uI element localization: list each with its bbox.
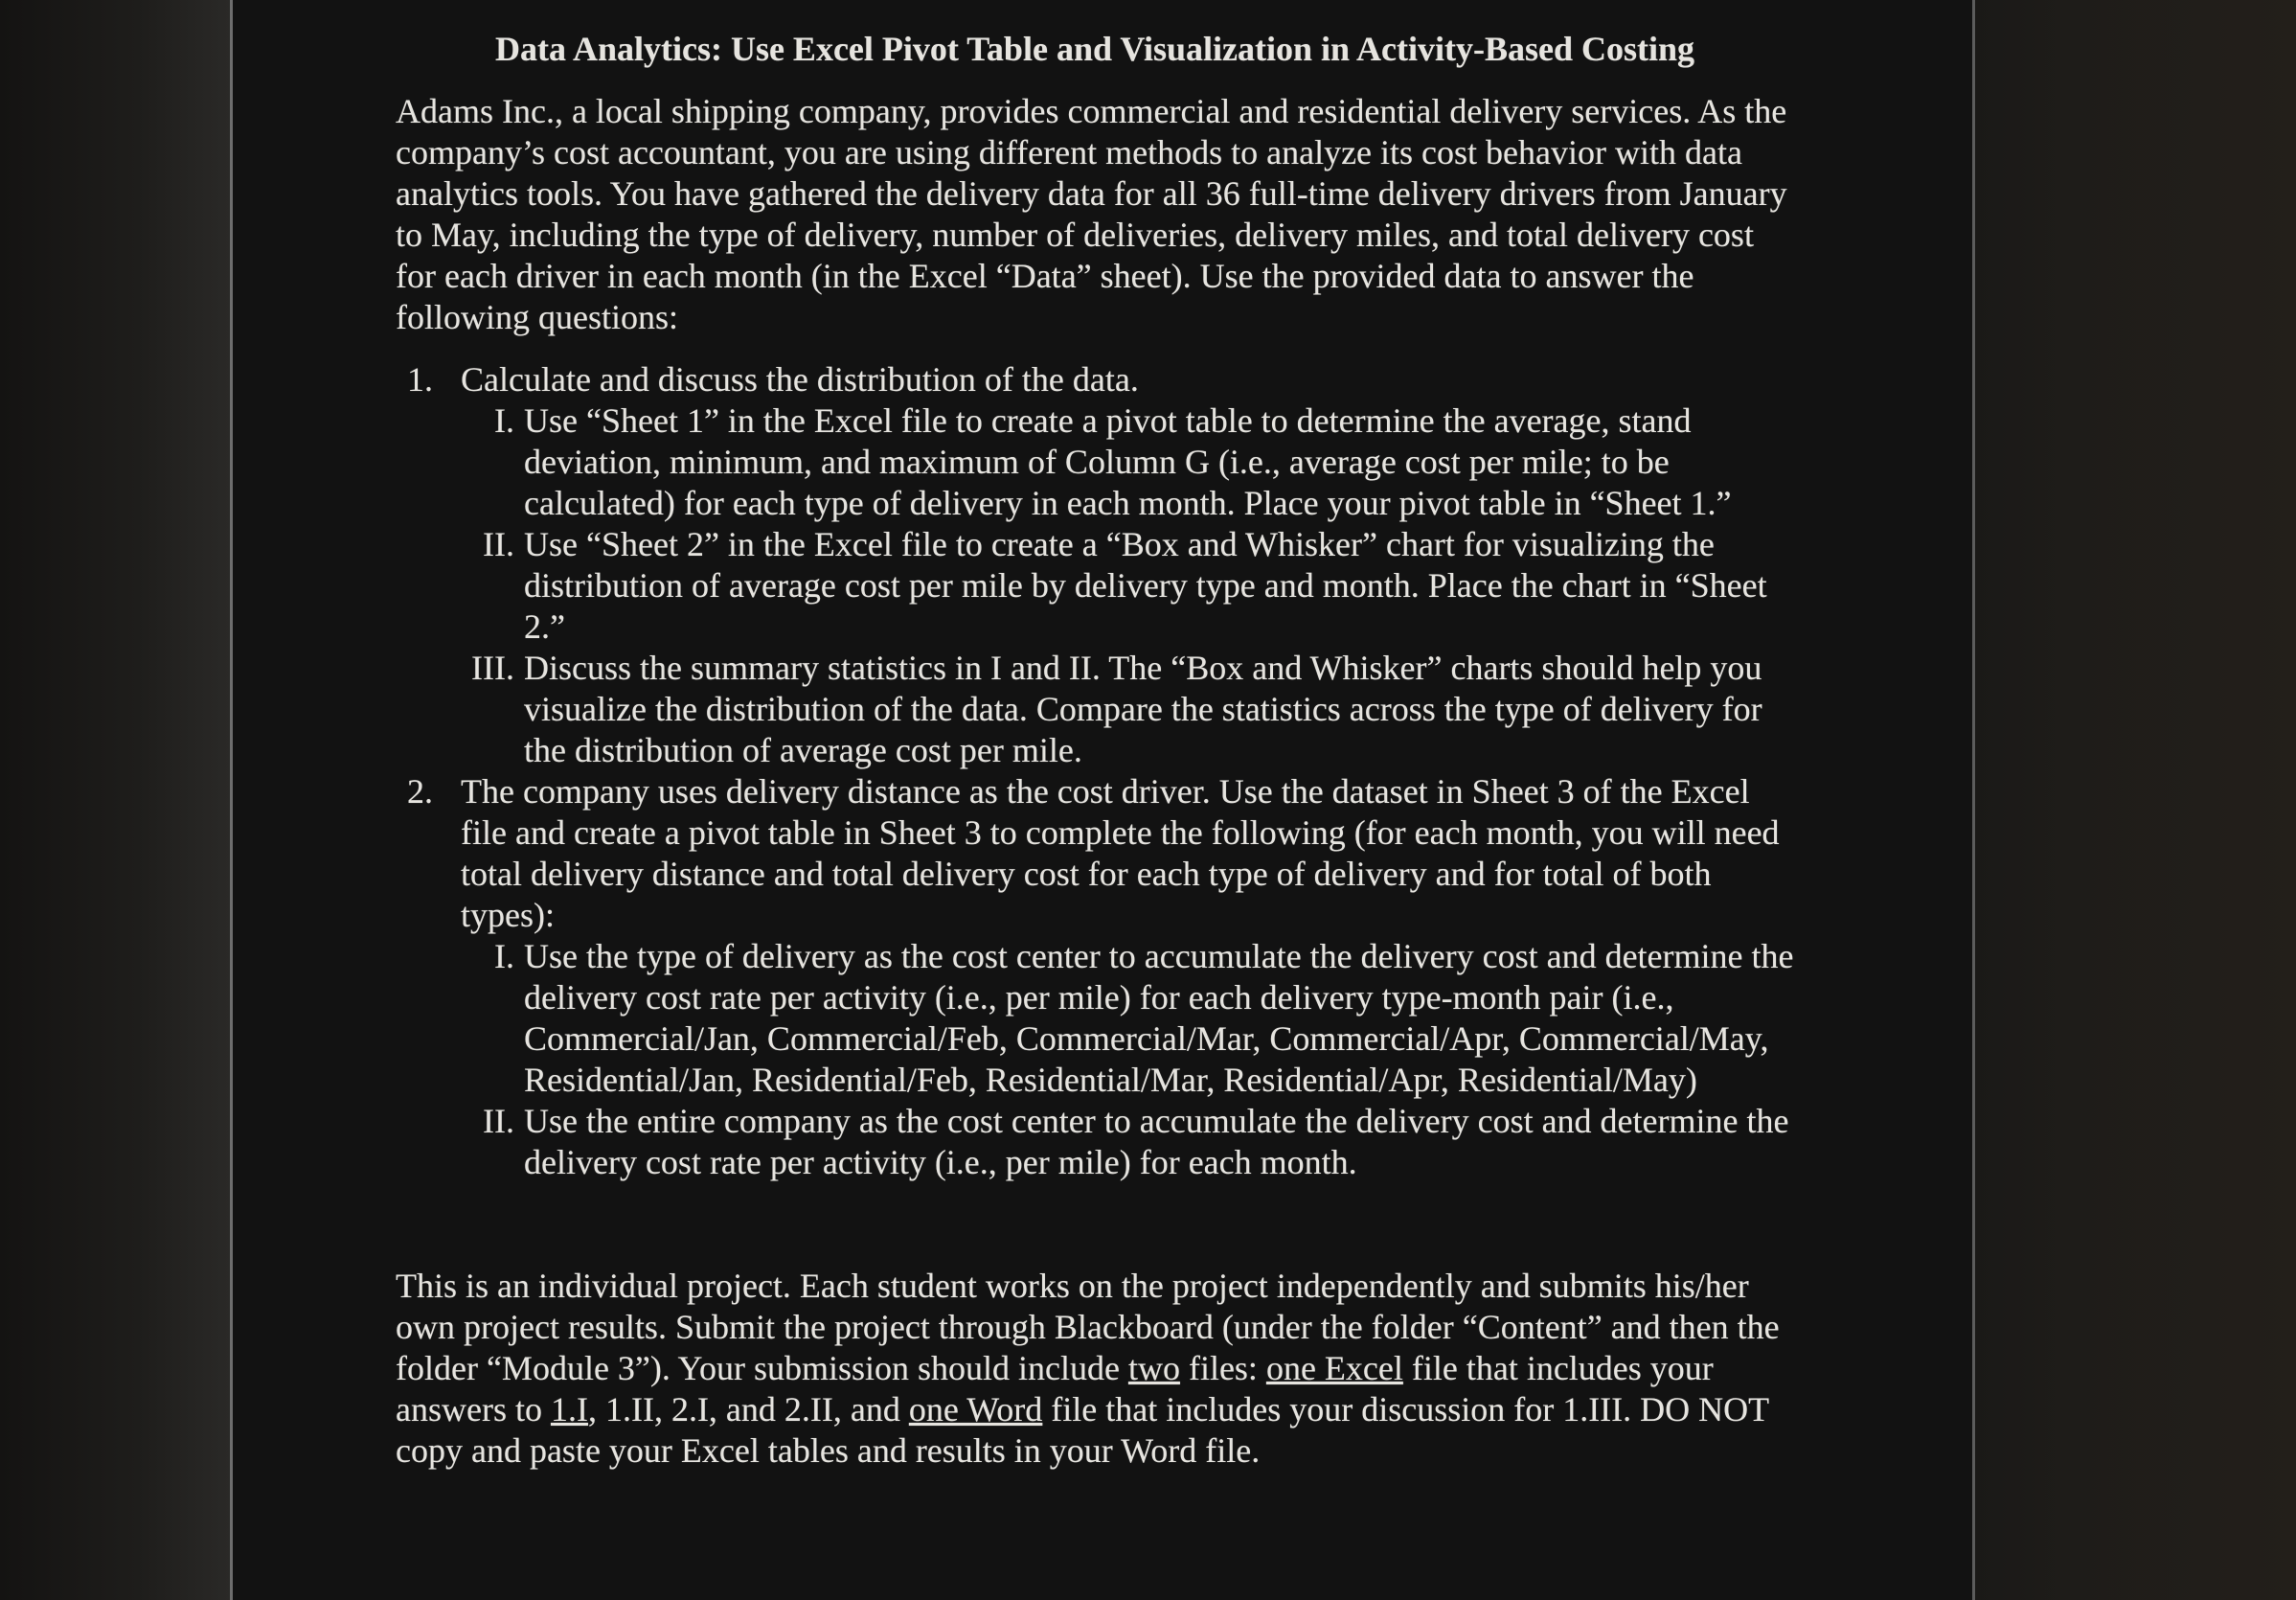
sub-question-list xyxy=(461,400,1794,771)
sub-question-2-I xyxy=(461,936,1794,1101)
underlined-two: two xyxy=(1127,1349,1180,1387)
closing-text: file that includes your answers to xyxy=(396,1349,1714,1429)
monitor-bezel-right xyxy=(1970,0,2296,1600)
monitor-bezel-left xyxy=(0,0,230,1600)
sub-question-number: I. xyxy=(494,401,514,440)
sub-question-1-II xyxy=(461,524,1794,648)
closing-text: file that includes your discussion for 1.III. DO NOT copy and paste your Excel tables and results in your Word file. xyxy=(396,1390,1769,1470)
underlined-one-excel: one Excel xyxy=(1265,1349,1403,1387)
closing-paragraph xyxy=(396,1266,1794,1472)
question-text: The company uses delivery distance as the cost driver. Use the dataset in Sheet 3 of the Excel file and create a pivot table in Sheet 3 to complete the following (for each month, you will need total delivery distance and total delivery cost for each type of delivery and for total of both types): xyxy=(461,772,1780,934)
question-number: 2. xyxy=(407,772,433,811)
question-list xyxy=(396,359,1794,1183)
sub-question-text: Use the type of delivery as the cost center to accumulate the delivery cost and determine the delivery cost rate per activity (i.e., per mile) for each delivery type-month pair (i.e., Commercial/Jan, Commercial/Feb, Commercial/Mar, Commercial/Apr, Commercial/May, Residential/Jan, Residential/Feb, Residential/Mar, Residential/Apr, Residential/May) xyxy=(524,937,1794,1099)
document-screen xyxy=(230,0,1975,1600)
sub-question-text: Discuss the summary statistics in I and II. The “Box and Whisker” charts should help you visualize the distribution of the data. Compare the statistics across the type of delivery for the distribution of average cost per mile. xyxy=(524,649,1762,769)
sub-question-number: I. xyxy=(494,937,514,975)
sub-question-text: Use “Sheet 2” in the Excel file to create a “Box and Whisker” chart for visualizing the distribution of average cost per mile by delivery type and month. Place the chart in “Sheet 2.” xyxy=(524,525,1767,646)
sub-question-list xyxy=(461,936,1794,1183)
sub-question-number: II. xyxy=(483,1102,514,1140)
sub-question-1-I xyxy=(461,400,1794,524)
sub-question-2-II xyxy=(461,1101,1794,1183)
closing-text: files: xyxy=(1179,1349,1266,1387)
question-text: Calculate and discuss the distribution of the data. xyxy=(461,360,1139,399)
closing-text: , 1.II, 2.I, and 2.II, and xyxy=(587,1390,909,1429)
closing-text: This is an individual project. Each student works on the project independently and submits his/her own project results. Submit the project through Blackboard (under the folder “Content” and then the folder “Module 3”). Your submission should include xyxy=(396,1267,1780,1387)
sub-question-text: Use the entire company as the cost center to accumulate the delivery cost and determine the delivery cost rate per activity (i.e., per mile) for each month. xyxy=(524,1102,1789,1181)
sub-question-number: II. xyxy=(483,525,514,563)
document-body xyxy=(396,29,1794,1472)
question-number: 1. xyxy=(407,360,433,399)
underlined-1-I: 1.I xyxy=(550,1390,588,1429)
document-title: Data Analytics: Use Excel Pivot Table and Visualization in Activity-Based Costing xyxy=(494,30,1695,68)
sub-question-text: Use “Sheet 1” in the Excel file to create a pivot table to determine the average, stand deviation, minimum, and maximum of Column G (i.e., average cost per mile; to be calculated) for each type of delivery in each month. Place your pivot table in “Sheet 1.” xyxy=(524,401,1732,522)
question-1 xyxy=(396,359,1794,771)
underlined-one-word: one Word xyxy=(908,1390,1043,1429)
intro-paragraph: Adams Inc., a local shipping company, provides commercial and residential delivery services. As the company’s cost accountant, you are using different methods to analyze its cost behavior with data analytics tools. You have gathered the delivery data for all 36 full-time delivery drivers from January to May, including the type of delivery, number of deliveries, delivery miles, and total delivery cost for each driver in each month (in the Excel “Data” sheet). Use the provided data to answer the following questions: xyxy=(396,92,1787,336)
sub-question-number: III. xyxy=(471,649,514,687)
question-2 xyxy=(396,771,1794,1183)
sub-question-1-III xyxy=(461,648,1794,771)
